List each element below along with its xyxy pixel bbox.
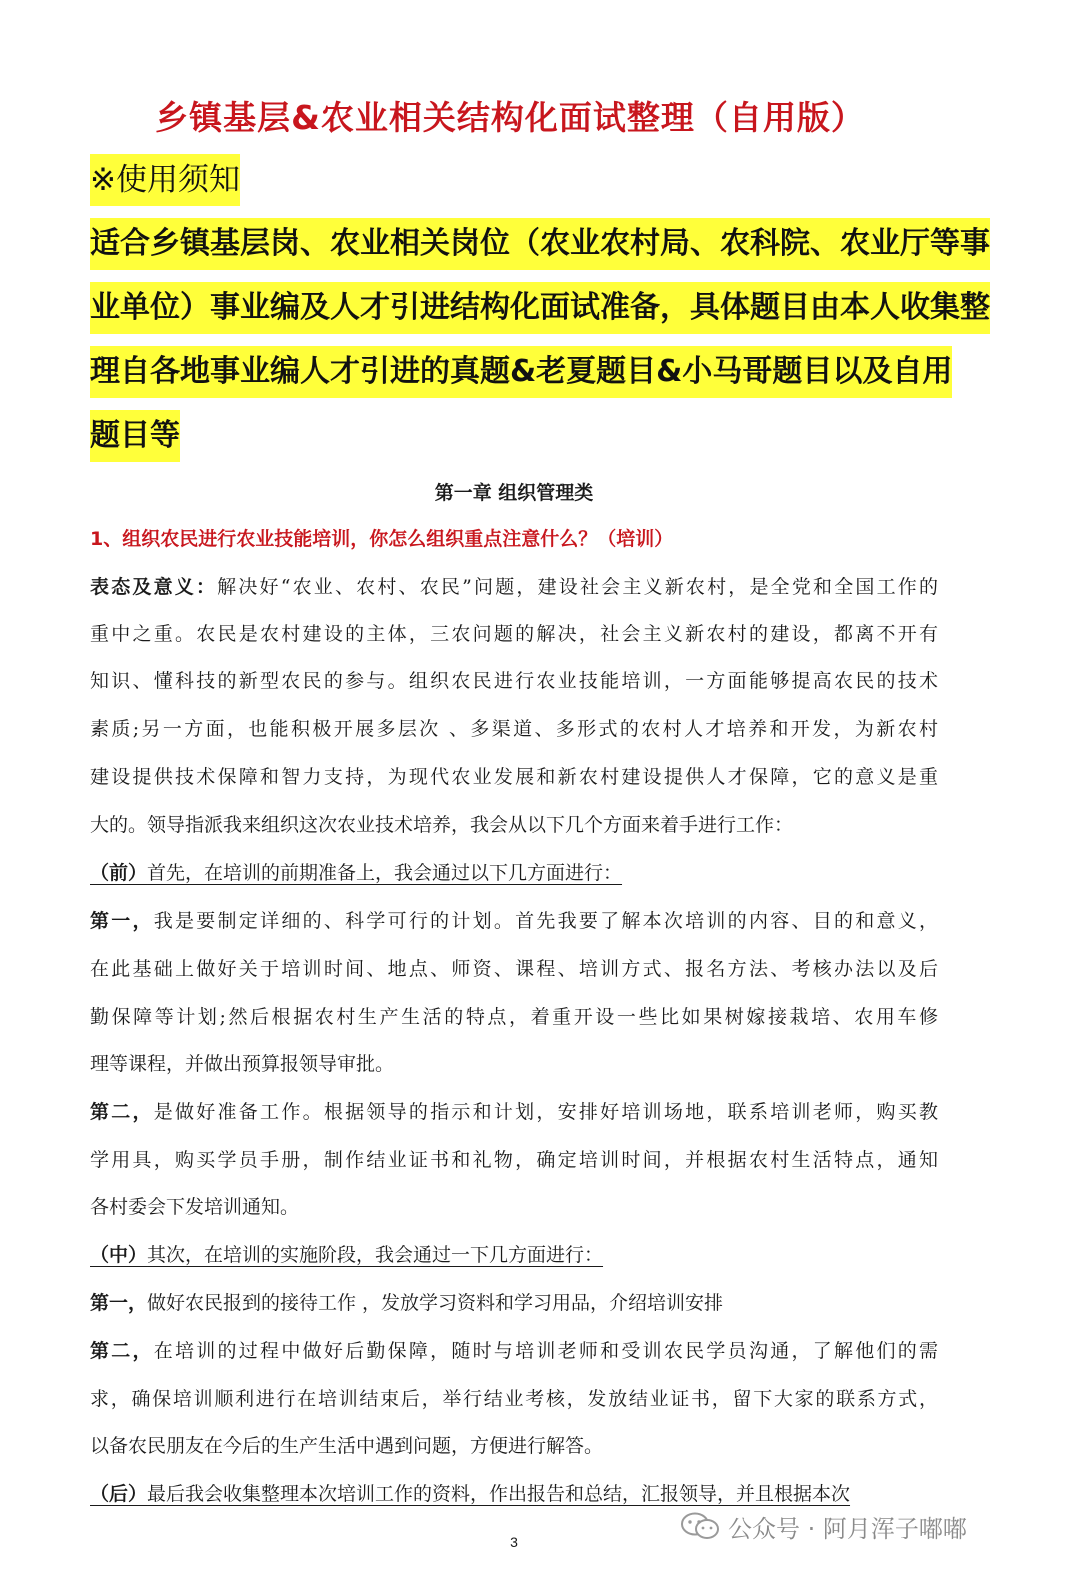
notice-line: 理自各地事业编人才引进的真题&老夏题目&小马哥题目以及自用 (90, 346, 952, 398)
paragraph-line: 各村委会下发培训通知。 (90, 1196, 300, 1218)
paragraph-line: 在此基础上做好关于培训时间、地点、师资、课程、培训方式、报名方法、考核办法以及后 (90, 958, 938, 980)
paragraph-line: 学用具，购买学员手册，制作结业证书和礼物，确定培训时间，并根据农村生活特点，通知 (90, 1149, 938, 1171)
notice-line: 适合乡镇基层岗、农业相关岗位（农业农村局、农科院、农业厅等事 (90, 218, 990, 270)
paragraph-line: 第二，在培训的过程中做好后勤保障，随时与培训老师和受训农民学员沟通，了解他们的需 (90, 1340, 938, 1362)
watermark-text: 公众号 · 阿月浑子嘟嘟 (728, 1514, 967, 1543)
section-before: （前）首先，在培训的前期准备上，我会通过以下几方面进行： (90, 862, 623, 884)
paragraph-line: 理等课程，并做出预算报领导审批。 (90, 1053, 395, 1075)
document-title: 乡镇基层&农业相关结构化面试整理（自用版） (155, 98, 865, 137)
para-lead: 表态及意义： (90, 576, 218, 598)
watermark (680, 1508, 967, 1544)
paragraph-line: 知识、懂科技的新型农民的参与。组织农民进行农业技能培训，一方面能够提高农民的技术 (90, 670, 938, 692)
chapter-title: 第一章 组织管理类 (434, 482, 594, 504)
section-label: （后） (90, 1483, 148, 1505)
paragraph-line: 求，确保培训顺利进行在培训结束后，举行结业考核，发放结业证书，留下大家的联系方式， (90, 1388, 938, 1410)
paragraph-line: 素质;另一方面，也能积极开展多层次 、多渠道、多形式的农村人才培养和开发，为新农村 (90, 718, 938, 740)
point-lead: 第二， (90, 1340, 154, 1362)
page-number: 3 (510, 1534, 518, 1550)
paragraph-line: 以备农民朋友在今后的生产生活中遇到问题，方便进行解答。 (90, 1435, 604, 1457)
paragraph-line: 大的。领导指派我来组织这次农业技术培养，我会从以下几个方面来着手进行工作： (90, 814, 794, 836)
paragraph-line: 表态及意义：解决好“农业、农村、农民”问题，建设社会主义新农村，是全党和全国工作的 (90, 576, 938, 598)
notice-heading: ※使用须知 (90, 154, 240, 206)
paragraph-line: 第一，做好农民报到的接待工作 ，发放学习资料和学习用品，介绍培训安排 (90, 1292, 724, 1314)
notice-line: 题目等 (90, 410, 180, 462)
section-label: （中） (90, 1244, 148, 1266)
point-lead: 第二， (90, 1101, 154, 1123)
notice-line: 业单位）事业编及人才引进结构化面试准备，具体题目由本人收集整 (90, 282, 990, 334)
point-lead: 第一， (90, 910, 154, 932)
paragraph-line: 建设提供技术保障和智力支持，为现代农业发展和新农村建设提供人才保障，它的意义是重 (90, 766, 938, 788)
wechat-icon (680, 1511, 720, 1541)
section-after: （后）最后我会收集整理本次培训工作的资料，作出报告和总结，汇报领导，并且根据本次 (90, 1483, 851, 1505)
section-label: （前） (90, 862, 148, 884)
question-heading: 1、组织农民进行农业技能培训，你怎么组织重点注意什么？（培训） (90, 528, 674, 550)
section-middle: （中）其次，在培训的实施阶段，我会通过一下几方面进行： (90, 1244, 604, 1266)
paragraph-line: 勤保障等计划;然后根据农村生产生活的特点，着重开设一些比如果树嫁接栽培、农用车修 (90, 1006, 938, 1028)
paragraph-line: 第二，是做好准备工作。根据领导的指示和计划，安排好培训场地，联系培训老师，购买教 (90, 1101, 938, 1123)
paragraph-line: 第一，我是要制定详细的、科学可行的计划。首先我要了解本次培训的内容、目的和意义， (90, 910, 938, 932)
point-lead: 第一， (90, 1292, 148, 1314)
paragraph-line: 重中之重。农民是农村建设的主体，三农问题的解决，社会主义新农村的建设，都离不开有 (90, 623, 938, 645)
